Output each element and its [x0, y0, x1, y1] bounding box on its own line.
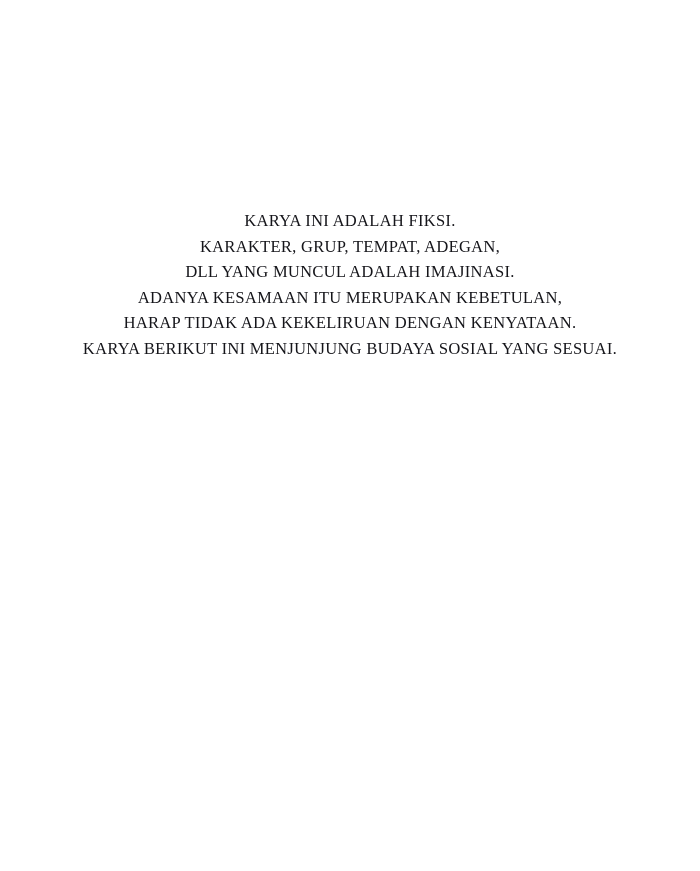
disclaimer-line-2: KARAKTER, GRUP, TEMPAT, ADEGAN,: [199, 236, 501, 256]
disclaimer-line-6: KARYA BERIKUT INI MENJUNJUNG BUDAYA SOSIAL YANG SESUAI.: [82, 338, 618, 358]
disclaimer-block: [0, 208, 700, 361]
disclaimer-line-3: DLL YANG MUNCUL ADALAH IMAJINASI.: [185, 262, 515, 281]
disclaimer-line-1: KARYA INI ADALAH FIKSI.: [244, 211, 456, 230]
disclaimer-line-5: HARAP TIDAK ADA KEKELIRUAN DENGAN KENYATAAN.: [123, 313, 577, 332]
disclaimer-line-4: ADANYA KESAMAAN ITU MERUPAKAN KEBETULAN,: [137, 287, 563, 307]
